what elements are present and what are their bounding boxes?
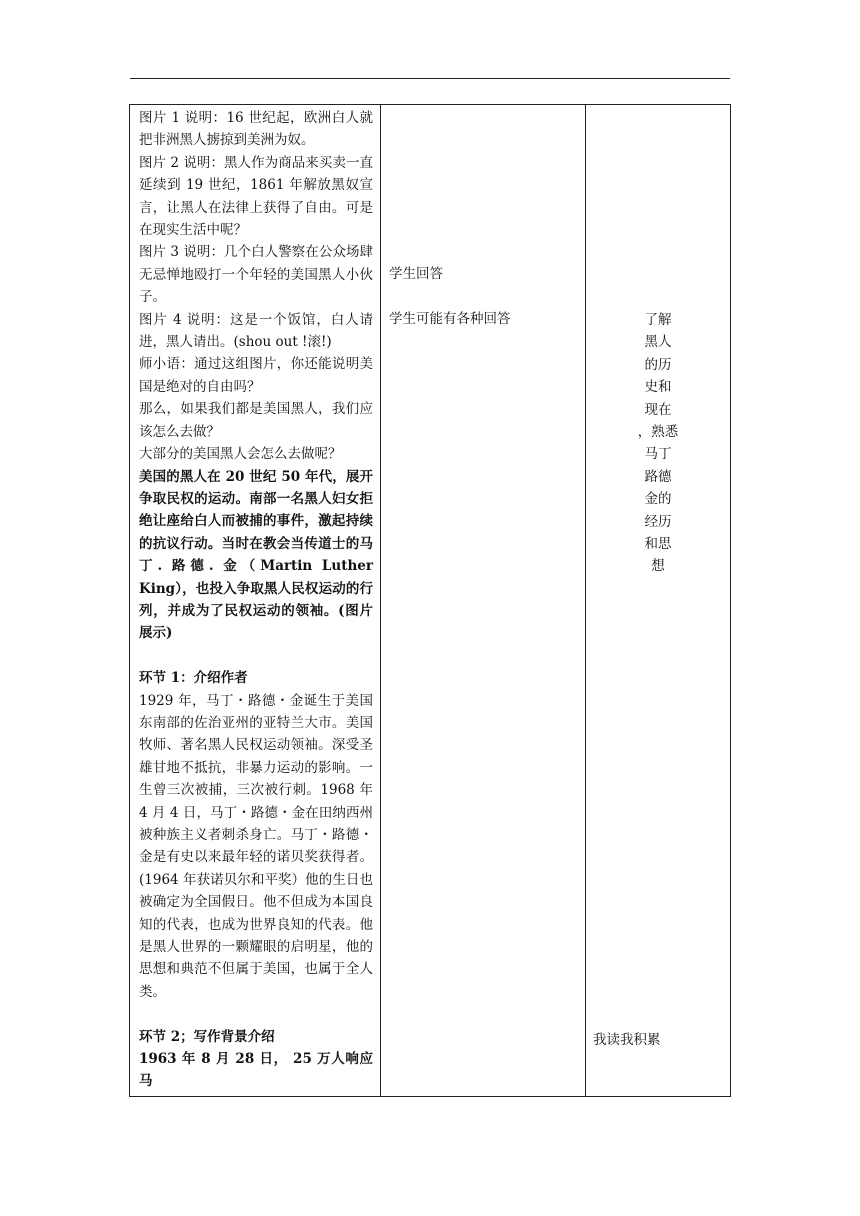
paragraph: 环节 2；写作背景介绍 bbox=[139, 1028, 275, 1045]
paragraph: 1963 年 8 月 28 日， 25 万人响应马 bbox=[139, 1051, 373, 1090]
blank-line bbox=[139, 645, 373, 667]
paragraph: 图片 1 说明：16 世纪起，欧洲白人就把非洲黑人掳掠到美洲为奴。 bbox=[139, 110, 373, 149]
lesson-table bbox=[129, 104, 731, 1097]
paragraph: 美国的黑人在 20 世纪 50 年代，展开争取民权的运动。南部一名黑人妇女拒绝让座给白人而被捕的事件，激起持续的抗议行动。当时在教会当传道士的马丁. 路德. 金（Martin Luther King），也投入争取黑人民权运动的行列，并成为了民权运动的领袖。(图片展示) bbox=[139, 468, 373, 642]
purpose-line: 黑人 bbox=[644, 334, 672, 351]
paragraph: 大部分的美国黑人会怎么去做呢？ bbox=[139, 446, 342, 463]
purpose-line: ，熟悉 bbox=[637, 424, 679, 441]
paragraph: 师小语：通过这组图片，你还能说明美国是绝对的自由吗？ bbox=[139, 356, 373, 395]
paragraph: 环节 1：介绍作者 bbox=[139, 670, 248, 687]
purpose-line: 史和 bbox=[644, 379, 672, 396]
teacher-activity-column bbox=[139, 107, 373, 1093]
paragraph: 那么，如果我们都是美国黑人，我们应该怎么去做？ bbox=[139, 401, 373, 440]
purpose-line: 经历 bbox=[644, 513, 672, 530]
purpose-line: 现在 bbox=[644, 401, 672, 418]
purpose-line: 路德 bbox=[644, 468, 672, 485]
column-divider bbox=[380, 105, 381, 1096]
paragraph: 1929 年，马丁・路德・金诞生于美国东南部的佐治亚州的亚特兰大市。美国牧师、著名黑人民权运动领袖。深受圣雄甘地不抵抗，非暴力运动的影响。一生曾三次被捕，三次被行刺。1968 年 4 月 4 日，马丁・路德・金在田纳西州被种族主义者刺杀身亡。马丁・路德・金是有史以来最年轻的诺贝奖获得者。(1964 年获诺贝尔和平奖）他的生日也被确定为全国假日。他不但成为本国良知的代表，也成为世界良知的代表。他是黑人世界的一颗耀眼的启明星，他的思想和典范不但属于美国，也属于全人类。 bbox=[139, 692, 373, 1000]
purpose-line: 了解 bbox=[644, 312, 672, 328]
purpose-line: 想 bbox=[651, 558, 665, 575]
paragraph: 图片 3 说明：几个白人警察在公众场肆无忌惮地殴打一个年轻的美国黑人小伙子。 bbox=[139, 244, 373, 306]
paragraph: 图片 4 说明：这是一个饭馆，白人请进，黑人请出。(shou out !滚!) bbox=[139, 311, 373, 351]
student-answer-text: 学生回答 bbox=[389, 266, 443, 282]
design-purpose-text bbox=[630, 309, 686, 578]
column-divider bbox=[585, 105, 586, 1096]
purpose-line: 金的 bbox=[644, 491, 672, 508]
purpose-line: 的历 bbox=[644, 356, 672, 373]
paragraph: 图片 2 说明：黑人作为商品来买卖一直延续到 19 世纪，1861 年解放黑奴宣言，让黑人在法律上获得了自由。可是在现实生活中呢？ bbox=[139, 154, 373, 239]
read-and-accumulate-text: 我读我积累 bbox=[593, 1032, 661, 1048]
blank-line bbox=[139, 1003, 373, 1025]
header-rule bbox=[130, 78, 730, 79]
student-various-answers-text: 学生可能有各种回答 bbox=[389, 311, 511, 327]
purpose-line: 马丁 bbox=[644, 446, 672, 463]
purpose-line: 和思 bbox=[644, 536, 672, 553]
